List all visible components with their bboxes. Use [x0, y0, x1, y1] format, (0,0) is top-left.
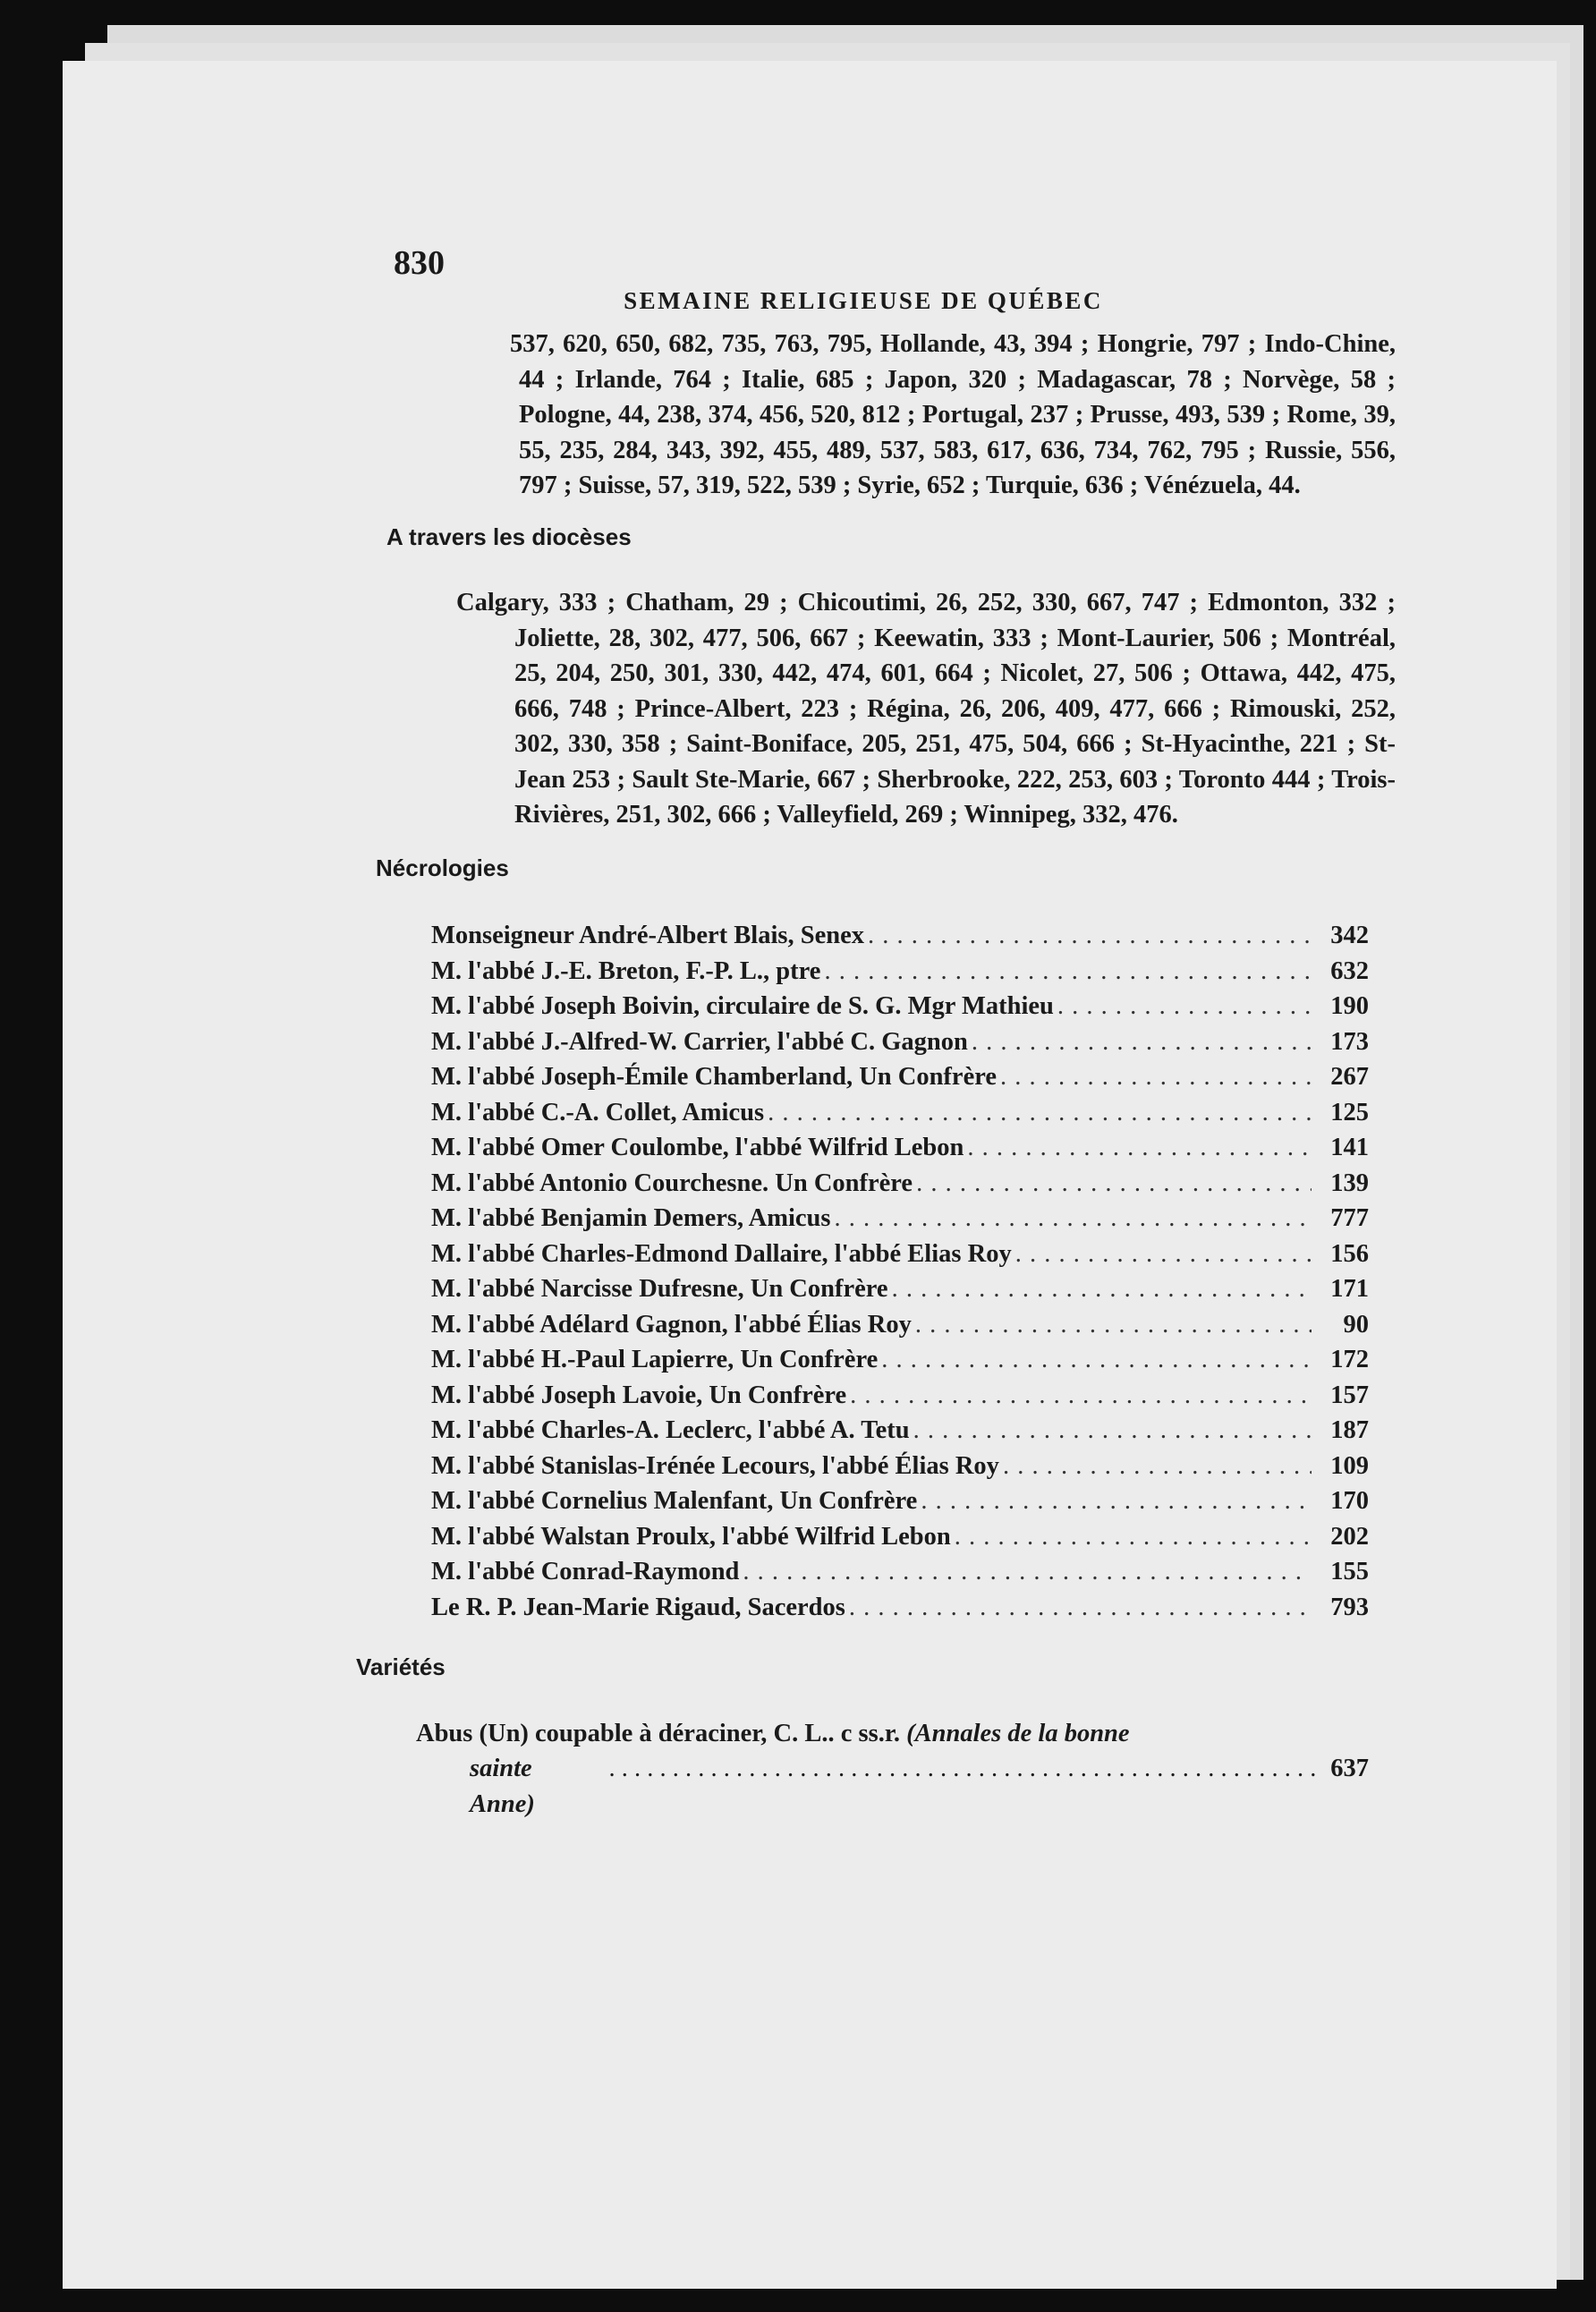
- necrology-entry: [431, 1483, 1369, 1519]
- necrology-entry-page: 90: [1343, 1310, 1369, 1339]
- necrology-entry-text: M. l'abbé Antonio Courchesne. Un Confrère: [431, 1169, 913, 1197]
- necrology-entry-text: M. l'abbé Conrad-Raymond: [431, 1558, 740, 1585]
- leader-dots: [834, 1201, 1312, 1237]
- dioceses-index-text: Calgary, 333 ; Chatham, 29 ; Chicoutimi, 26, 252, 330, 667, 747 ; Edmonton, 332 ; Joliette, 28, 302, 477, 506, 667 ; Keewatin, 333 ; Mont-Laurier, 506 ; Montréal, 25, 204, 250, 301, 330, 442, 474, 601, 664 ; Nicolet, 27, 506 ; Ottawa, 442, 475, 666, 748 ; Prince-Albert, 223 ; Régina, 26, 206, 409, 477, 666 ; Rimouski, 252, 302, 330, 358 ; Saint-Boniface, 205, 251, 475, 504, 666 ; St-Hyacinthe, 221 ; St-Jean 253 ; Sault Ste-Marie, 667 ; Sherbrooke, 222, 253, 603 ; Toronto 444 ; Trois-Rivières, 251, 302, 666 ; Valleyfield, 269 ; Winnipeg, 332, 476.: [456, 589, 1396, 829]
- necrology-entry-text: M. l'abbé H.-Paul Lapierre, Un Confrère: [431, 1346, 879, 1373]
- necrology-entry-text: M. l'abbé Benjamin Demers, Amicus: [431, 1204, 831, 1232]
- necrology-entry-page: 170: [1330, 1487, 1369, 1515]
- necrology-entry-page: 267: [1330, 1063, 1369, 1091]
- leader-dots: [916, 1166, 1312, 1202]
- page-header: [331, 246, 1396, 327]
- necrology-entry-text: M. l'abbé C.-A. Collet, Amicus: [431, 1098, 765, 1126]
- necrology-entry: [431, 989, 1369, 1024]
- necrology-entry-page: 109: [1330, 1451, 1369, 1480]
- necrology-entry-page: 155: [1330, 1558, 1369, 1585]
- necrology-entry: [431, 1271, 1369, 1307]
- necrology-entry: [431, 1519, 1369, 1555]
- leader-dots: [892, 1271, 1312, 1307]
- leader-dots: [881, 1342, 1312, 1378]
- variety-entry-page: 637: [1330, 1755, 1369, 1782]
- countries-index-text: 537, 620, 650, 682, 735, 763, 795, Hollande, 43, 394 ; Hongrie, 797 ; Indo-Chine, 44 ; Irlande, 764 ; Italie, 685 ; Japon, 320 ; Madagascar, 78 ; Norvège, 58 ; Pologne, 44, 238, 374, 456, 520, 812 ; Portugal, 237 ; Prusse, 493, 539 ; Rome, 39, 55, 235, 284, 343, 392, 455, 489, 537, 583, 617, 636, 734, 762, 795 ; Russie, 556, 797 ; Suisse, 57, 319, 522, 539 ; Syrie, 652 ; Turquie, 636 ; Vénézuela, 44.: [510, 330, 1396, 499]
- variety-entry-text: Abus (Un) coupable à déraciner, C. L.. c ss.r.: [416, 1719, 901, 1747]
- necrology-entry-text: M. l'abbé J.-Alfred-W. Carrier, l'abbé C. Gagnon: [431, 1027, 968, 1056]
- necrology-entry-text: M. l'abbé Stanislas-Irénée Lecours, l'abbé Élias Roy: [431, 1451, 999, 1480]
- variety-entry-source: (Annales de la bonne: [906, 1719, 1130, 1747]
- necrology-entry-text: M. l'abbé Joseph Boivin, circulaire de S. G. Mgr Mathieu: [431, 992, 1054, 1020]
- necrology-entry-text: M. l'abbé Narcisse Dufresne, Un Confrère: [431, 1275, 888, 1303]
- necrology-entry-page: 342: [1330, 922, 1369, 949]
- necrology-entry-page: 777: [1330, 1204, 1369, 1232]
- leader-dots: [967, 1130, 1312, 1166]
- variety-entry-line: [416, 1716, 1369, 1752]
- leader-dots: [921, 1483, 1312, 1519]
- necrology-entry-page: 202: [1330, 1522, 1369, 1551]
- necrology-entry-page: 125: [1330, 1098, 1369, 1126]
- necrology-entry: [431, 954, 1369, 990]
- necrology-entry: [431, 1378, 1369, 1414]
- leader-dots: [608, 1751, 1323, 1787]
- leader-dots: [850, 1378, 1312, 1414]
- leader-dots: [768, 1095, 1312, 1131]
- necrology-entry: [431, 1201, 1369, 1237]
- necrology-entry-text: M. l'abbé Walstan Proulx, l'abbé Wilfrid Lebon: [431, 1522, 951, 1551]
- leader-dots: [915, 1307, 1312, 1343]
- variety-entry-line: [416, 1751, 1369, 1822]
- running-title: SEMAINE RELIGIEUSE DE QUÉBEC: [624, 287, 1103, 314]
- necrology-entry: [431, 1413, 1369, 1449]
- necrology-entry-page: 632: [1330, 956, 1369, 985]
- necrology-entry: [431, 1554, 1369, 1590]
- leader-dots: [1000, 1059, 1312, 1095]
- necrology-entry-page: 156: [1330, 1239, 1369, 1268]
- necrology-entry-text: M. l'abbé Omer Coulombe, l'abbé Wilfrid Lebon: [431, 1134, 964, 1161]
- necrology-entry: [431, 1095, 1369, 1131]
- necrology-entry-page: 190: [1330, 992, 1369, 1020]
- necrology-entry: [431, 1024, 1369, 1060]
- section-heading-necrologies: Nécrologies: [376, 854, 509, 881]
- necrology-entry-text: M. l'abbé J.-E. Breton, F.-P. L., ptre: [431, 956, 821, 985]
- section-heading-dioceses: A travers les diocèses: [386, 523, 632, 550]
- necrology-entry-text: Le R. P. Jean-Marie Rigaud, Sacerdos: [431, 1593, 845, 1621]
- necrology-entry-text: M. l'abbé Cornelius Malenfant, Un Confrère: [431, 1487, 918, 1515]
- necrology-entry: [431, 1059, 1369, 1095]
- necrology-list: [431, 918, 1369, 1625]
- necrology-entry-page: 141: [1330, 1134, 1369, 1161]
- necrology-entry-page: 139: [1330, 1169, 1369, 1197]
- necrology-entry-page: 171: [1330, 1275, 1369, 1303]
- necrology-entry-page: 172: [1330, 1346, 1369, 1373]
- necrology-entry-text: M. l'abbé Charles-A. Leclerc, l'abbé A. Tetu: [431, 1416, 910, 1444]
- necrology-entry: [431, 1130, 1369, 1166]
- leader-dots: [849, 1590, 1312, 1626]
- necrology-entry: [431, 1237, 1369, 1272]
- leader-dots: [955, 1519, 1312, 1555]
- page-number: 830: [394, 244, 445, 282]
- necrology-entry-page: 187: [1330, 1416, 1369, 1444]
- necrology-entry: [431, 918, 1369, 954]
- page-content: [331, 246, 1396, 1822]
- leader-dots: [1015, 1237, 1312, 1272]
- leader-dots: [1003, 1449, 1312, 1484]
- section-heading-varietes: Variétés: [356, 1653, 446, 1680]
- leader-dots: [743, 1554, 1312, 1590]
- necrology-entry: [431, 1166, 1369, 1202]
- variety-entry: [416, 1716, 1369, 1823]
- necrology-entry-text: M. l'abbé Adélard Gagnon, l'abbé Élias Roy: [431, 1310, 912, 1339]
- necrology-entry: [431, 1449, 1369, 1484]
- necrology-entry-page: 157: [1330, 1381, 1369, 1409]
- necrology-entry-text: M. l'abbé Joseph Lavoie, Un Confrère: [431, 1381, 847, 1409]
- necrology-entry-text: M. l'abbé Joseph-Émile Chamberland, Un Confrère: [431, 1063, 998, 1091]
- necrology-entry: [431, 1342, 1369, 1378]
- variety-entry-source-cont: sainte Anne): [470, 1755, 535, 1818]
- leader-dots: [868, 918, 1312, 954]
- necrology-entry-text: M. l'abbé Charles-Edmond Dallaire, l'abbé Elias Roy: [431, 1239, 1012, 1268]
- leader-dots: [972, 1024, 1312, 1060]
- necrology-entry: [431, 1590, 1369, 1626]
- leader-dots: [1057, 989, 1312, 1024]
- leader-dots: [913, 1413, 1312, 1449]
- necrology-entry-page: 173: [1330, 1027, 1369, 1056]
- necrology-entry-text: Monseigneur André-Albert Blais, Senex: [431, 922, 864, 949]
- necrology-entry-page: 793: [1330, 1593, 1369, 1621]
- leader-dots: [824, 954, 1312, 990]
- necrology-entry: [431, 1307, 1369, 1343]
